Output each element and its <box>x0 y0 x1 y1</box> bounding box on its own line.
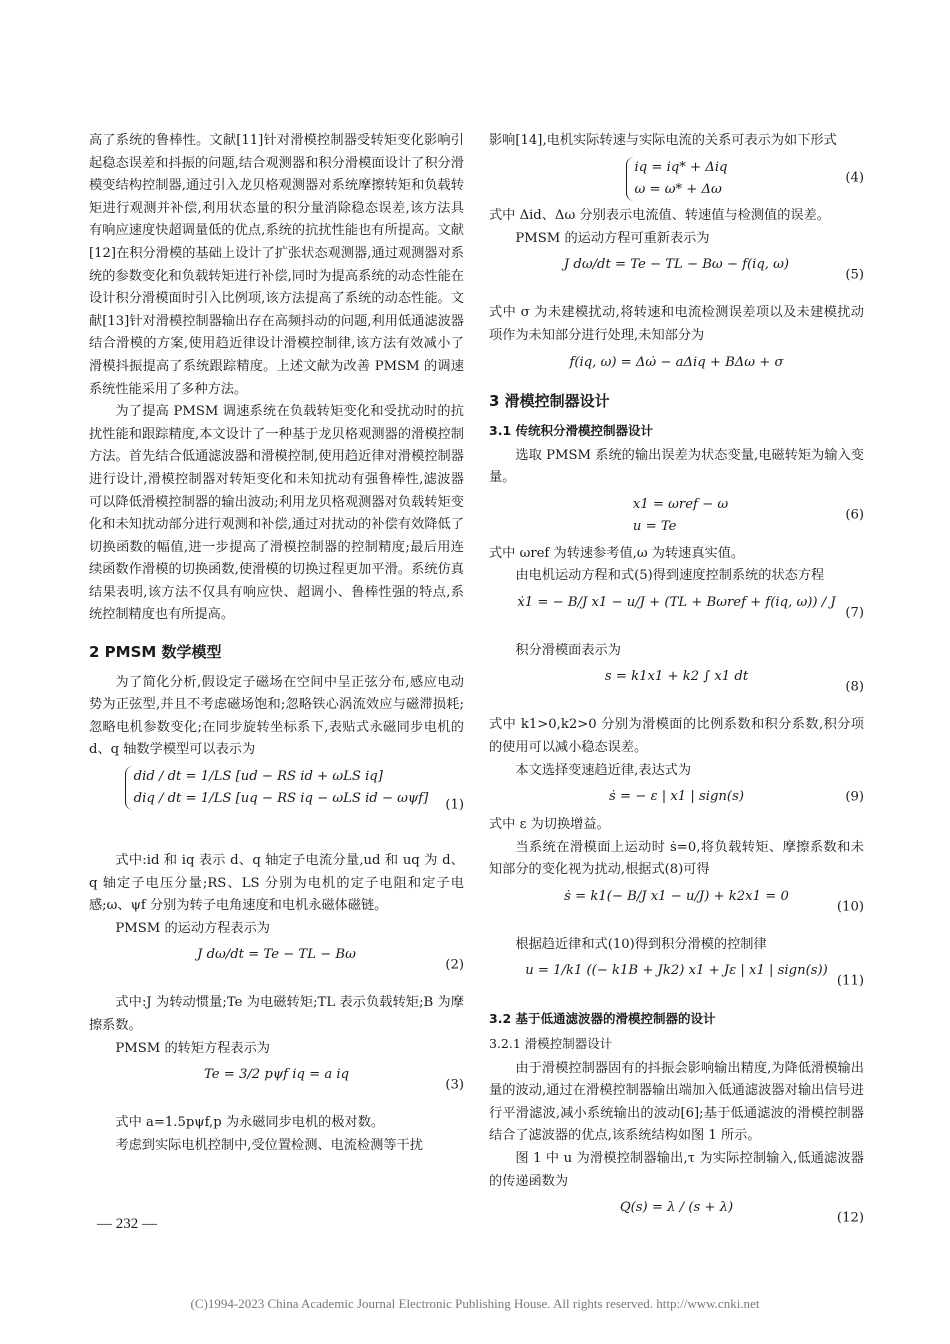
equation-number: (12) <box>836 1210 864 1226</box>
paragraph: 由于滑模控制器固有的抖振会影响输出精度,为降低滑模输出量的波动,通过在滑模控制器输出端加入低通滤波器对输出信号进行平滑滤波,减小系统输出的波动[6];基于低通滤波的滑模控制器结合了滤波器的优点,该系统结构如图 1 所示。 <box>489 1060 864 1144</box>
paragraph: 考虑到实际电机控制中,受位置检测、电流检测等干扰 <box>115 1137 423 1153</box>
equation-1 <box>89 766 464 846</box>
subsubsection-heading: 3.2.1 滑模控制器设计 <box>489 1036 613 1052</box>
right-column <box>489 130 864 1245</box>
paragraph: 由电机运动方程和式(5)得到速度控制系统的状态方程 <box>515 568 825 584</box>
subsection-heading: 3.2 基于低通滤波器的滑模控制器的设计 <box>489 1011 716 1027</box>
equation-12 <box>489 1197 864 1241</box>
equation-body: ṡ = k1(− B/J x1 − u/J) + k2x1 = 0 <box>564 888 789 904</box>
paragraph: 式中 σ 为未建模扰动,将转速和电流检测误差项以及未建模扰动项作为未知部分进行处理,未知部分为 <box>489 305 864 343</box>
paragraph: 式中 ωref 为转速参考值,ω 为转速真实值。 <box>489 545 745 561</box>
equation-body: f(iq, ω) = Δω̇ − aΔiq + BΔω + σ <box>569 354 784 370</box>
equation-5b <box>489 352 864 376</box>
equation-body: s = k1x1 + k2 ∫ x1 dt <box>604 669 749 685</box>
equation-line: ω = ω* + Δω <box>634 181 722 197</box>
paragraph: 式中:J 为转动惯量;Te 为电磁转矩;TL 表示负载转矩;B 为摩擦系数。 <box>89 995 464 1033</box>
equation-line: x1 = ωref − ω <box>632 496 729 512</box>
section-heading: 3 滑模控制器设计 <box>489 391 610 410</box>
equation-number: (3) <box>445 1077 464 1093</box>
equation-line: diq / dt = 1/LS [uq − RS iq − ωLS id − ωψf] <box>133 791 429 807</box>
paragraph: 选取 PMSM 系统的输出误差为状态变量,电磁转矩为输入变量。 <box>489 447 864 486</box>
equation-number: (2) <box>445 958 464 974</box>
paragraph: PMSM 的运动方程表示为 <box>115 920 270 936</box>
equation-number: (6) <box>845 507 864 523</box>
equation-number: (11) <box>836 974 864 990</box>
paragraph: 积分滑模面表示为 <box>515 642 621 658</box>
equation-body: J dω/dt = Te − TL − Bω − f(iq, ω) <box>563 257 790 273</box>
equation-number: (1) <box>445 797 464 813</box>
paragraph: 根据趋近律和式(10)得到积分滑模的控制律 <box>515 936 767 952</box>
paragraph: 为了提高 PMSM 调速系统在负载转矩变化和受扰动时的抗扰性能和跟踪精度,本文设计了一种基于龙贝格观测器的滑模控制方法。首先结合低通滤波器和滑模控制,使用趋近律对滑模控制器进行设计,滑模控制器对转矩变化和未知扰动有强鲁棒性,滤波器可以降低滑模控制器的输出波动;利用龙贝格观测器对负载转矩变化和未知扰动部分进行观测和补偿,通过对扰动的补偿有效降低了切换函数的幅值,进一步提高了滑模控制器的控制精度;最后用连续函数作滑模的切换函数,使滑模的切换过程更加平滑。系统仿真结果表明,该方法不仅具有响应快、超调小、鲁棒性强的特点,系统控制精度也有所提高。 <box>89 404 464 623</box>
equation-9 <box>489 786 864 810</box>
equation-10 <box>489 886 864 930</box>
paragraph: 本文选择变速趋近律,表达式为 <box>515 762 692 778</box>
equation-5 <box>489 254 864 298</box>
equation-3 <box>89 1064 464 1108</box>
page-number: — 232 — <box>97 1216 157 1232</box>
equation-body: Te = 3/2 pψf iq = a iq <box>203 1067 350 1083</box>
equation-line: u = Te <box>632 518 677 534</box>
paragraph: 为了简化分析,假设定子磁场在空间中呈正弦分布,感应电动势为正弦型,并且不考虑磁场饱和;忽略铁心涡流效应与磁滞损耗;忽略电机参数变化;在同步旋转坐标系下,表贴式永磁同步电机的 d、q 轴数学模型可以表示为 <box>89 674 464 758</box>
paragraph: 影响[14],电机实际转速与实际电流的关系可表示为如下形式 <box>489 133 837 148</box>
equation-11 <box>489 960 864 1004</box>
equation-number: (8) <box>845 680 864 696</box>
equation-body: u = 1/k1 ((− k1B + Jk2) x1 + Jε | x1 | sign(s)) <box>525 963 828 979</box>
equation-number: (10) <box>836 899 864 915</box>
copyright-footer: (C)1994-2023 China Academic Journal Electronic Publishing House. All rights reserved. http://www.cnki.net <box>190 1296 760 1311</box>
paragraph: 当系统在滑模面上运动时 ṡ=0,将负载转矩、摩擦系数和未知部分的变化视为扰动,根据式(8)可得 <box>489 839 864 878</box>
equation-line: iq = iq* + Δiq <box>634 159 728 175</box>
paragraph: 式中 ε 为切换增益。 <box>489 817 610 833</box>
subsection-heading: 3.1 传统积分滑模控制器设计 <box>489 423 653 439</box>
paragraph: 式中:id 和 iq 表示 d、q 轴定子电流分量,ud 和 uq 为 d、q 轴定子电压分量;RS、LS 分别为电机的定子电阻和定子电感;ω、ψf 分别为转子电角速度和电机永磁体磁链。 <box>89 853 464 914</box>
equation-number: (9) <box>845 789 864 805</box>
equation-number: (5) <box>845 268 864 284</box>
left-column <box>89 130 464 1157</box>
paragraph: 高了系统的鲁棒性。文献[11]针对滑模控制器受转矩变化影响引起稳态误差和抖振的问题,结合观测器和积分滑模面设计了积分滑模变结构控制器,通过引入龙贝格观测器对系统摩擦转矩和负载转矩进行观测并补偿,利用状态量的积分量消除稳态误差,该方法具有响应速度快超调量低的优点,系统的抗扰性能也有所提高。文献[12]在积分滑模的基础上设计了扩张状态观测器,通过观测器对系统的参数变化和负载转矩进行补偿,同时为提高系统的动态性能在设计积分滑模面时引入比例项,该方法提高了系统的动态性能。文献[13]针对滑模控制器输出存在高频抖动的问题,利用低通滤波器结合滑模的方案,使用趋近律设计滑模控制律,该方法有效减小了滑模抖振提高了系统跟踪精度。上述文献为改善 PMSM 的调速系统性能采用了多种方法。 <box>89 133 464 397</box>
equation-4 <box>489 157 864 202</box>
equation-body: Q(s) = λ / (s + λ) <box>619 1200 734 1216</box>
equation-2 <box>89 944 464 988</box>
equation-body: ṡ = − ε | x1 | sign(s) <box>609 789 744 805</box>
equation-body: ẋ1 = − B/J x1 − u/J + (TL + Bωref + f(iq, ω)) / J <box>517 594 836 610</box>
equation-body: J dω/dt = Te − TL − Bω <box>197 947 356 963</box>
equation-7 <box>489 592 864 636</box>
paragraph: 式中 k1>0,k2>0 分别为滑模面的比例系数和积分系数,积分项的使用可以减小稳态误差。 <box>489 717 864 755</box>
paragraph: PMSM 的运动方程可重新表示为 <box>515 230 710 246</box>
equation-6 <box>489 494 864 539</box>
paragraph: PMSM 的转矩方程表示为 <box>115 1040 270 1056</box>
equation-number: (4) <box>845 170 864 186</box>
section-heading: 2 PMSM 数学模型 <box>89 643 222 662</box>
paragraph: 式中 a=1.5pψf,p 为永磁同步电机的极对数。 <box>115 1115 385 1131</box>
equation-8 <box>489 666 864 710</box>
equation-number: (7) <box>845 605 864 621</box>
paragraph: 式中 Δid、Δω 分别表示电流值、转速值与检测值的误差。 <box>489 208 830 224</box>
paragraph: 图 1 中 u 为滑模控制器输出,τ 为实际控制输入,低通滤波器的传递函数为 <box>489 1151 864 1189</box>
equation-line: did / dt = 1/LS [ud − RS id + ωLS iq] <box>133 769 383 785</box>
